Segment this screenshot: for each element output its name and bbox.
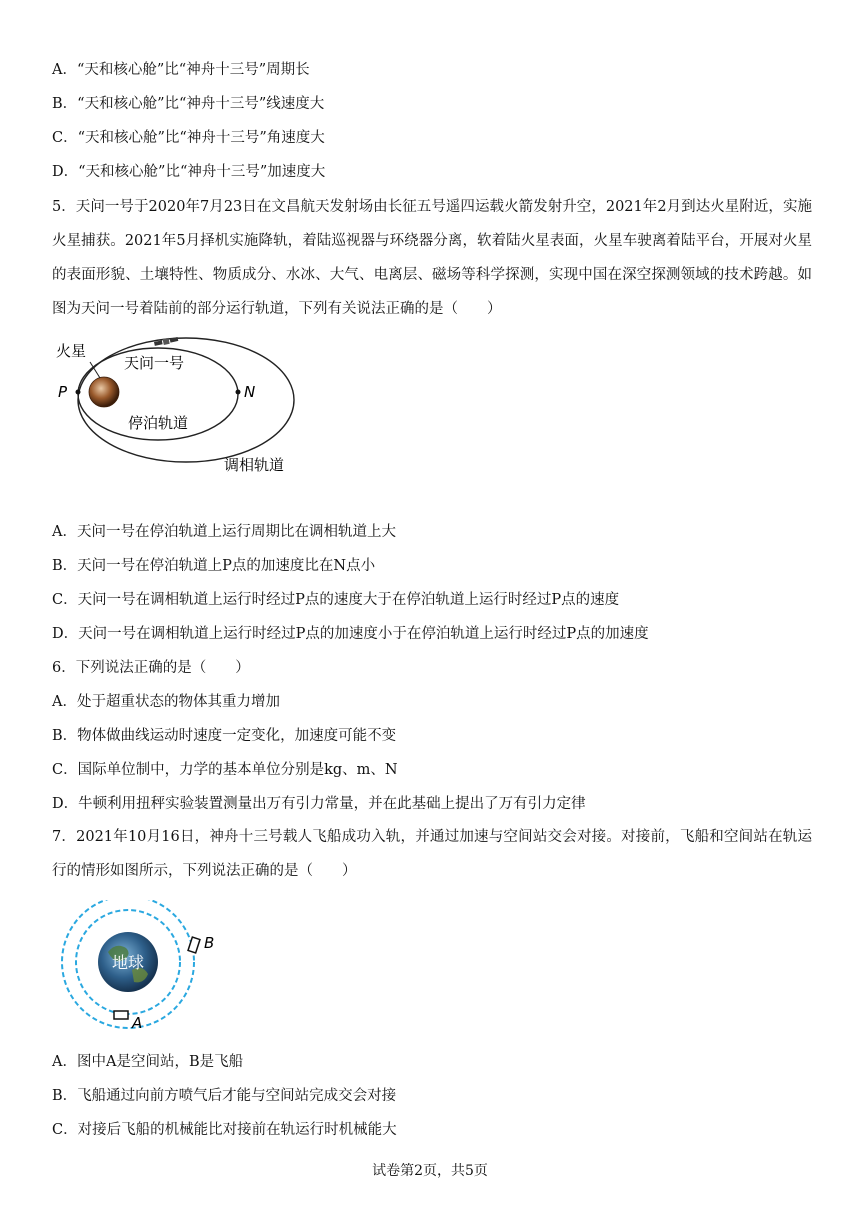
label-b: B: [204, 934, 215, 952]
q4-option-a: A．“天和核心舱”比“神舟十三号”周期长: [52, 62, 310, 78]
q7-stem: 7．2021年10月16日，神舟十三号载人飞船成功入轨，并通过加速与空间站交会对接。对接前，飞船和空间站在轨运行的情形如图所示，下列说法正确的是（ ）: [52, 829, 812, 879]
q4-option-b: B．“天和核心舱”比“神舟十三号”线速度大: [52, 96, 325, 112]
label-p: P: [58, 383, 68, 401]
q6-option-b: B．物体做曲线运动时速度一定变化，加速度可能不变: [52, 728, 397, 744]
probe-icon: [154, 336, 179, 347]
q6-stem: 6．下列说法正确的是（ ）: [52, 660, 250, 676]
label-probe: 天问一号: [124, 354, 185, 372]
craft-a-icon: [114, 1011, 128, 1019]
q6-option-c: C．国际单位制中，力学的基本单位分别是kg、m、N: [52, 762, 398, 778]
label-mars: 火星: [56, 342, 87, 360]
label-n: N: [244, 383, 256, 401]
craft-b-icon: [188, 937, 200, 953]
q5-option-b: B．天问一号在停泊轨道上P点的加速度比在N点小: [52, 558, 376, 574]
q6-option-a: A．处于超重状态的物体其重力增加: [52, 694, 280, 710]
q5-stem: 5．天问一号于2020年7月23日在文昌航天发射场由长征五号遥四运载火箭发射升空，2021年2月到达火星附近，实施火星捕获。2021年5月择机实施降轨，着陆巡视器与环绕器分离，软着陆火星表面，火星车驶离着陆平台，开展对火星的表面形貌、土壤特性、物质成分、水冰、大气、电离层、磁场等科学探测，实现中国在深空探测领域的技术跨越。如图为天问一号着陆前的部分运行轨道，下列有关说法正确的是（ ）: [52, 199, 812, 317]
q5-orbit-figure: [50, 330, 310, 480]
q7-option-c: C．对接后飞船的机械能比对接前在轨运行时机械能大: [52, 1122, 397, 1138]
point-p-dot: [76, 390, 81, 395]
q5-option-d: D．天问一号在调相轨道上运行时经过P点的加速度小于在停泊轨道上运行时经过P点的加速度: [52, 626, 649, 642]
page-footer: 试卷第2页，共5页: [372, 1163, 488, 1179]
q5-option-c: C．天问一号在调相轨道上运行时经过P点的速度大于在停泊轨道上运行时经过P点的速度: [52, 592, 620, 608]
label-parking-orbit: 停泊轨道: [128, 414, 189, 432]
point-n-dot: [236, 390, 241, 395]
q4-option-d: D．“天和核心舱”比“神舟十三号”加速度大: [52, 164, 326, 180]
label-a: A: [132, 1014, 143, 1032]
q7-option-a: A．图中A是空间站，B是飞船: [52, 1054, 244, 1070]
label-earth: 地球: [111, 953, 145, 972]
mars-planet: [89, 377, 119, 407]
q7-orbit-figure: [56, 900, 226, 1040]
q7-option-b: B．飞船通过向前方喷气后才能与空间站完成交会对接: [52, 1088, 397, 1104]
q4-option-c: C．“天和核心舱”比“神舟十三号”角速度大: [52, 130, 325, 146]
q6-option-d: D．牛顿利用扭秤实验装置测量出万有引力常量，并在此基础上提出了万有引力定律: [52, 796, 586, 812]
q5-option-a: A．天问一号在停泊轨道上运行周期比在调相轨道上大: [52, 524, 396, 540]
label-phasing-orbit: 调相轨道: [224, 456, 285, 474]
